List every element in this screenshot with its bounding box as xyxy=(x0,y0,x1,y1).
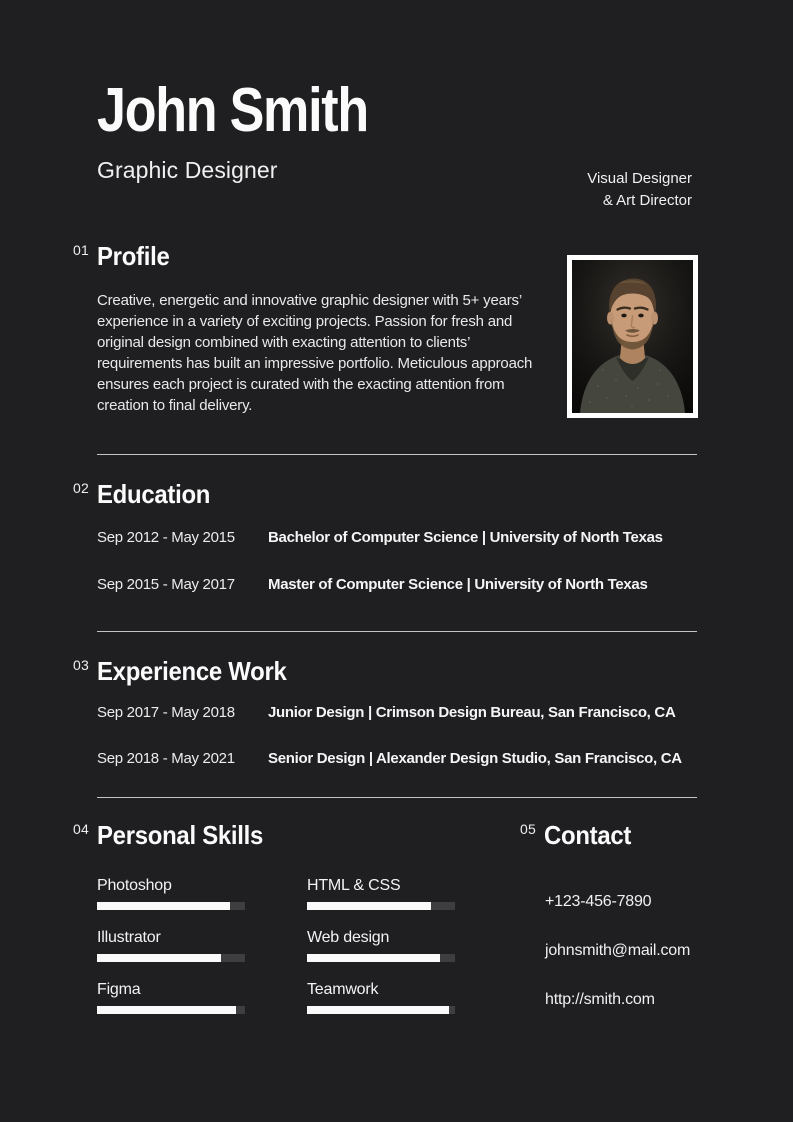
skill-label: Teamwork xyxy=(307,980,379,998)
tagline-line-1: Visual Designer xyxy=(587,170,692,187)
section-experience-heading xyxy=(73,656,697,687)
skill-bar xyxy=(97,1006,245,1014)
section-number-05: 05 xyxy=(520,820,536,837)
contact-website: http://smith.com xyxy=(545,990,655,1008)
profile-photo xyxy=(567,255,698,418)
education-entry xyxy=(97,576,697,593)
skill-bar-fill xyxy=(97,902,230,910)
skills-grid xyxy=(97,877,520,1014)
skill-bar xyxy=(97,902,245,910)
skill-bar xyxy=(307,954,455,962)
section-title-profile: Profile xyxy=(97,241,170,271)
experience-entry xyxy=(97,704,697,721)
skill-bar-fill xyxy=(307,1006,449,1014)
section-number-04: 04 xyxy=(73,820,89,837)
tagline xyxy=(587,168,692,211)
person-name: John Smith xyxy=(97,76,368,145)
skill-bar-fill xyxy=(307,902,431,910)
section-number-03: 03 xyxy=(73,657,89,674)
skill-label: Photoshop xyxy=(97,876,172,894)
divider xyxy=(97,454,697,455)
skill-bar xyxy=(97,954,245,962)
skill-label: Figma xyxy=(97,980,141,998)
section-title-skills: Personal Skills xyxy=(97,819,264,850)
skill-item xyxy=(97,929,245,962)
skill-item xyxy=(307,877,455,910)
section-title-education: Education xyxy=(97,479,211,510)
portrait-illustration xyxy=(572,260,693,413)
education-dates: Sep 2012 - May 2015 xyxy=(97,529,235,547)
contact-phone: +123-456-7890 xyxy=(545,892,652,910)
experience-entry xyxy=(97,750,697,767)
divider xyxy=(97,631,697,632)
bottom-columns xyxy=(73,819,697,1014)
education-entry xyxy=(97,529,697,546)
experience-position: Senior Design | Alexander Design Studio, San Francisco, CA xyxy=(268,749,682,767)
skill-item xyxy=(307,929,455,962)
skill-bar-fill xyxy=(97,1006,236,1014)
skill-bar-fill xyxy=(97,954,221,962)
skills-column xyxy=(73,819,520,1014)
section-number-01: 01 xyxy=(73,242,89,258)
section-skills-heading xyxy=(73,820,520,851)
skill-item xyxy=(97,981,245,1014)
skill-item xyxy=(97,877,245,910)
contact-column xyxy=(520,820,697,1014)
skill-bar xyxy=(307,1006,455,1014)
experience-position: Junior Design | Crimson Design Bureau, San Francisco, CA xyxy=(268,703,676,721)
section-title-contact: Contact xyxy=(544,819,632,850)
contact-list xyxy=(545,893,697,1009)
divider xyxy=(97,797,697,798)
section-title-experience: Experience Work xyxy=(97,656,287,687)
experience-dates: Sep 2017 - May 2018 xyxy=(97,703,235,721)
skill-bar-fill xyxy=(307,954,440,962)
education-dates: Sep 2015 - May 2017 xyxy=(97,576,235,594)
skill-label: HTML & CSS xyxy=(307,876,401,894)
skill-item xyxy=(307,981,455,1014)
skill-label: Illustrator xyxy=(97,928,161,946)
skill-label: Web design xyxy=(307,928,390,946)
section-contact-heading xyxy=(520,820,697,851)
contact-email: johnsmith@mail.com xyxy=(545,941,691,959)
section-education-heading xyxy=(73,479,697,510)
experience-dates: Sep 2018 - May 2021 xyxy=(97,749,235,767)
tagline-line-2: & Art Director xyxy=(602,191,692,209)
section-number-02: 02 xyxy=(73,480,89,497)
education-degree: Master of Computer Science | University of North Texas xyxy=(268,576,648,594)
person-role: Graphic Designer xyxy=(97,157,278,183)
education-degree: Bachelor of Computer Science | University of North Texas xyxy=(268,529,663,547)
profile-summary-text: Creative, energetic and innovative graphic designer with 5+ years’ experience in a variety of exciting projects. Passion for fresh and original design combined with exacting attention to clients’ requirements has built an impressive portfolio. Meticulous approach ensures each project is curated with the exacting attention from creation to final delivery. xyxy=(97,292,533,415)
skill-bar xyxy=(307,902,455,910)
